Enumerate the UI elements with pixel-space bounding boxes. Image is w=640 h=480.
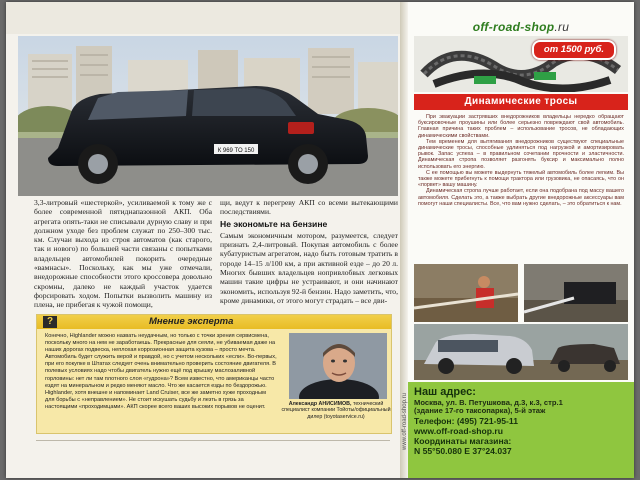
logo-main: off-road-shop bbox=[472, 20, 555, 34]
vertical-website-label bbox=[400, 332, 408, 452]
shop-logo bbox=[408, 20, 634, 34]
expert-header-bar bbox=[37, 315, 391, 329]
ad-paragraph: Динамическая стропа лучше работает, если она подобрана под массу вашего автомобиля. Сделать это, а также выбрать другие внедорожные аксессуары вам помогут наши специалисты. Все, что вам нужно сделать, – это обратиться к нам. bbox=[418, 188, 624, 207]
side-website-text: www.off-road-shop.ru bbox=[402, 393, 408, 450]
towing-photos bbox=[414, 264, 628, 322]
ad-banner: Динамические тросы bbox=[414, 94, 628, 110]
contacts-title: Наш адрес: bbox=[414, 386, 476, 398]
question-icon: ? bbox=[43, 316, 57, 328]
coordinates-title: Координаты магазина: bbox=[414, 435, 512, 446]
ad-paragraph: С ее помощью вы можете выдернуть тяжелый автомобиль более легким. Вы также можете прибегнуть к помощи трактора или грузовика, не опасаясь, что он «порвет» вашу машину. bbox=[418, 169, 624, 189]
expert-position: технический специалист компании Тойоты/официальный дилер (toyotaservice.ru) bbox=[281, 401, 391, 420]
expert-text: Конечно, Highlander можно назвать неудачным, но только с точки зрения сервисмена, поскольку много на нем не заработаешь. Прекрасные для сеяли, не убиваемая даже на наших дорогах подвеска, неплохая коррозионная защита кузова – просто мечта. Автомобиль будет служить верой и правдой, но с учетом нескольких «если». Во-первых, при его покупке в Штатах следует очень внимательно проверить состояние двигателя. В полевых условиях надо чтобы двигатель нужно ещё под крышку маслозаливной горловины: нет ли там плотного слоя «гудрона»? Всем известно, что американцы часто ездят на минеральном и редко меняют масло. Что же касается езды по бездорожью. Highlander, хотя внешне и напоминает Land Cruiser, все же заметно хуже проходным для борьбы с «неправлением». Не стоит искушать судьбу и лезть в грязь за настоящими «проходимцами». АКП скорее всего ваших высоких порывов не оценит. bbox=[45, 333, 277, 410]
top-page-margin bbox=[6, 2, 400, 34]
logo-tld: .ru bbox=[554, 20, 570, 34]
suv-photo bbox=[414, 324, 628, 380]
phone-number: Телефон: (495) 721-95-11 bbox=[414, 415, 518, 426]
expert-name: Александр АНИСИМОВ, bbox=[288, 401, 352, 407]
expert-opinion-box bbox=[36, 314, 392, 434]
ad-text bbox=[418, 114, 624, 254]
article-column-2 bbox=[220, 198, 398, 310]
divider bbox=[36, 440, 390, 441]
article-column-1: 3,3-литровый «шестеркой», усиливаемой к тому же с более современной пятиднапазонной АКП. Оба агрегата опять-таки не списывали дурную славу и при должном уходе без проблем служат по 250–300 тыс. км. Случаи выхода из строя автоматов (как старого, так и нового) по большей части связаны с попытками владельцев автомобилей покорить очередные «вамнасы». Поскольку, как мы уже отмечали, внедорожные способности этого кроссовера довольно скромны, далеко не каждый участок удается форсировать ходом. Попытки вызволить машину из плена, не прибегая к чужой помощи, bbox=[34, 198, 212, 310]
coordinates: N 55°50.080 E 37°24.037 bbox=[414, 445, 512, 456]
price-badge: от 1500 руб. bbox=[532, 40, 616, 60]
address-line: (здание 17-го таксопарка), 5-й этаж bbox=[414, 406, 546, 416]
article-paragraph: Самым экономичным мотором, разумеется, следует признать 2,4-литровый. Покупая автомобиль с более кубатуристым агрегатом, надо быть готовым тратить в городе 14–15 л/100 км, а при активной езде – до 20 л. Многих бывших владельцев нопривлобвых легковых машин такие цифры не устраивают, и они начинают экономить, используя 92-й бензин. Надо заметить, что, кроме динамики, от этого могут страдать – все дви- bbox=[220, 230, 398, 305]
article-paragraph: щи, ведут к перегреву АКП со всеми вытекающими последствиями. bbox=[220, 198, 398, 217]
advertisement bbox=[408, 2, 634, 478]
website: www.off-road-shop.ru bbox=[414, 425, 503, 436]
article-body bbox=[34, 198, 400, 310]
article-subheading: Не экономьте на бензине bbox=[220, 218, 328, 229]
ad-paragraph: Тем временем для вытягивания внедорожников существуют специальные динамические тросы, способные удлиняться под нагрузкой и амортизировать рывок. Запас успеха – в правильном сочетании прочности и эластичности. Динамическая стропа позволяет разгонять буксир и максимально полно использовать его энергию. bbox=[418, 138, 624, 170]
license-plate: К 969 ТО 150 bbox=[217, 148, 255, 154]
magazine-spread bbox=[6, 2, 634, 478]
car-photo bbox=[18, 36, 398, 196]
ad-paragraph: При эвакуации застрявших внедорожников владельцы нередко обращают буксировочные проушины или более серьезно повреждают свой автомобиль. Главная причина таких проблем – использование тросов, не обладающих динамическими свойствами. bbox=[418, 114, 624, 139]
contacts-panel bbox=[408, 382, 634, 478]
address-line: Москва, ул. В. Петушкова, д.3, к.3, стр.1 bbox=[414, 398, 563, 407]
expert-portrait bbox=[289, 333, 387, 399]
expert-title: Мнение эксперта bbox=[149, 316, 234, 327]
expert-caption bbox=[281, 401, 391, 420]
